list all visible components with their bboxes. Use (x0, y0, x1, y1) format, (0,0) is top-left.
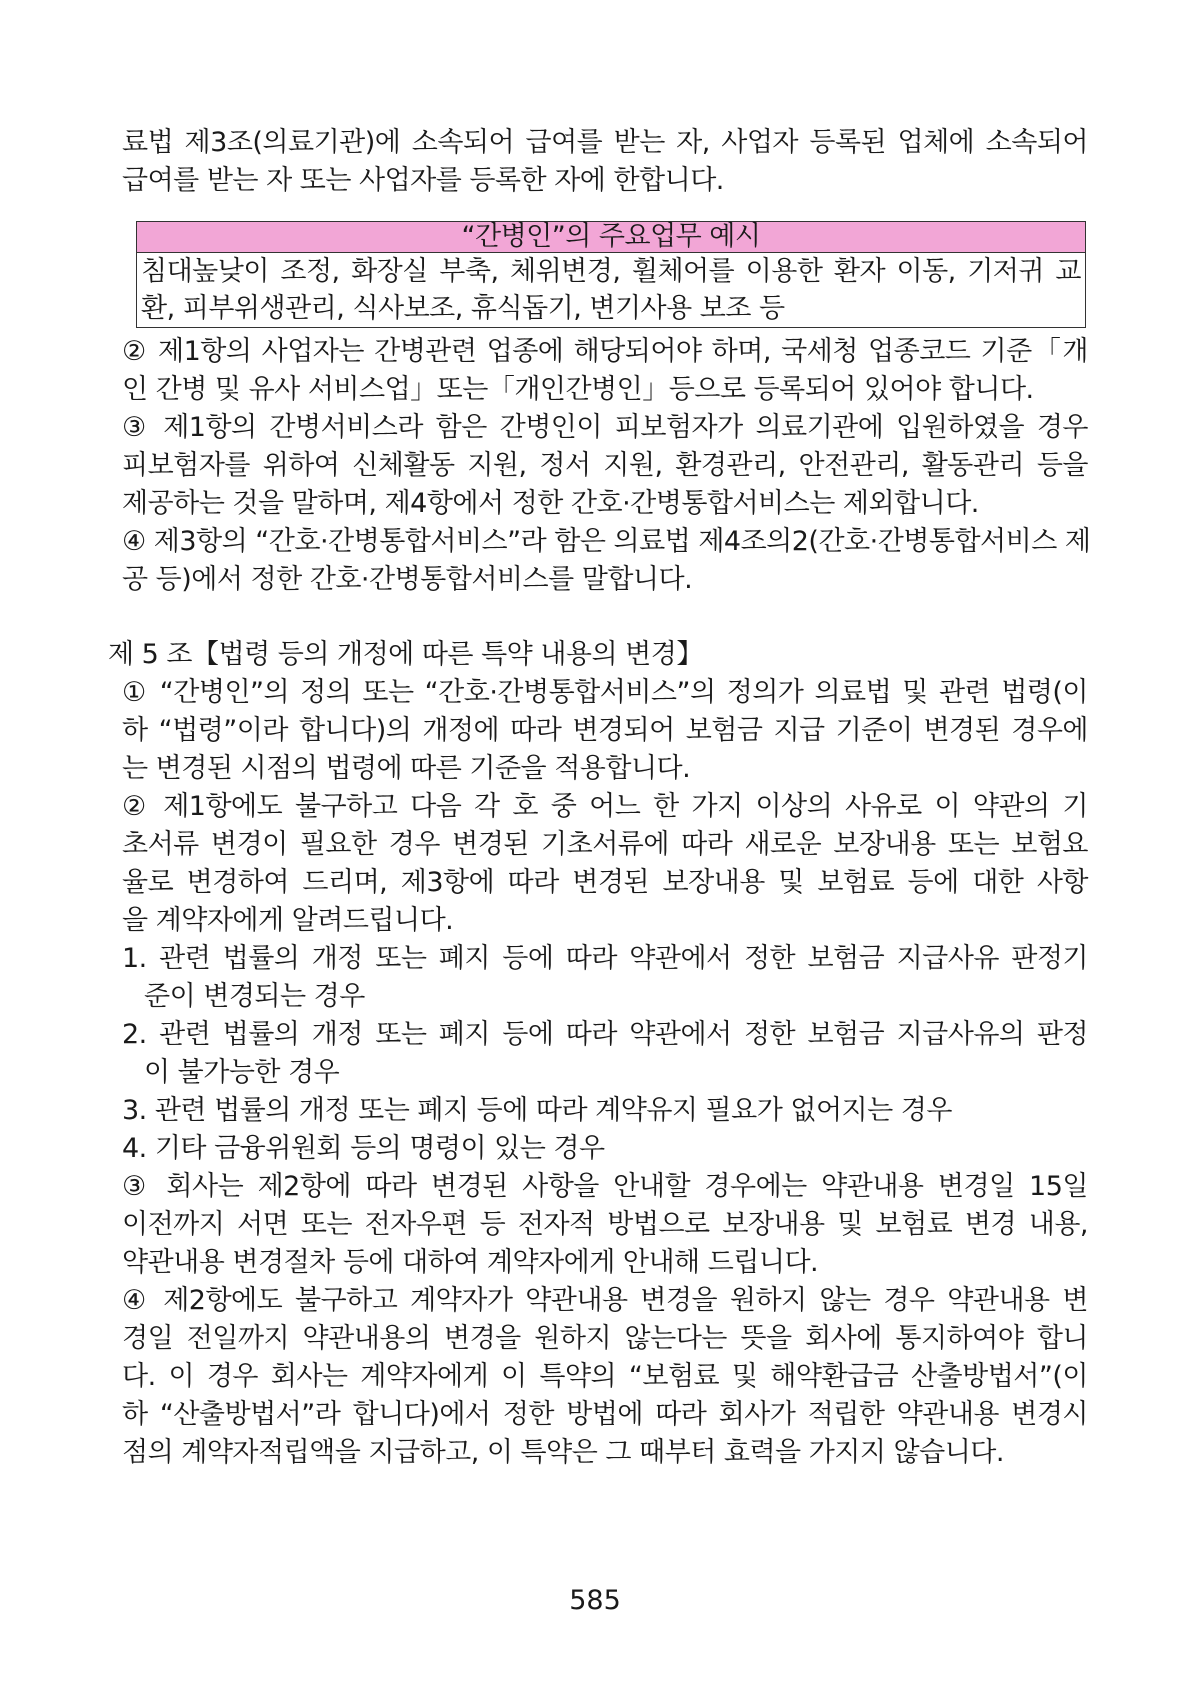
text-line: ② 제1항의 사업자는 간병관련 업종에 해당되어야 하며, 국세청 업종코드 기준「개 (122, 336, 1088, 367)
list-item: 3. 관련 법률의 개정 또는 폐지 등에 따라 계약유지 필요가 없어지는 경우 (122, 1095, 952, 1126)
text-line: 는 변경된 시점의 법령에 따른 기준을 적용합니다. (122, 753, 691, 784)
list-item-continuation: 이 불가능한 경우 (144, 1057, 340, 1088)
text-line: 점의 계약자적립액을 지급하고, 이 특약은 그 때부터 효력을 가지지 않습니다. (122, 1437, 1004, 1468)
text-line: 하 “산출방법서”라 합니다)에서 정한 방법에 따라 회사가 적립한 약관내용 변경시 (122, 1399, 1088, 1430)
text-line: 을 계약자에게 알려드립니다. (122, 905, 454, 936)
text-line: ③ 제1항의 간병서비스라 함은 간병인이 피보험자가 의료기관에 입원하였을 경우 (122, 412, 1088, 443)
text-line: 하 “법령”이라 합니다)의 개정에 따라 변경되어 보험금 지급 기준이 변경된 경우에 (122, 715, 1088, 746)
article4-paragraphs (122, 333, 1091, 599)
list-item-continuation: 준이 변경되는 경우 (144, 981, 365, 1012)
text-line: ② 제1항에도 불구하고 다음 각 호 중 어느 한 가지 이상의 사유로 이 약관의 기 (122, 791, 1088, 822)
text-line: ④ 제3항의 “간호·간병통합서비스”라 함은 의료법 제4조의2(간호·간병통합서비스 제 (122, 526, 1091, 557)
text-line: ④ 제2항에도 불구하고 계약자가 약관내용 변경을 원하지 않는 경우 약관내용 변 (122, 1285, 1088, 1316)
text-line: 율로 변경하여 드리며, 제3항에 따라 변경된 보장내용 및 보험료 등에 대한 사항 (122, 867, 1088, 898)
caregiver-duties-example-box (136, 221, 1086, 328)
intro-paragraph (122, 124, 1088, 200)
list-item: 2. 관련 법률의 개정 또는 폐지 등에 따라 약관에서 정한 보험금 지급사유의 판정 (122, 1019, 1088, 1050)
text-line: 피보험자를 위하여 신체활동 지원, 정서 지원, 환경관리, 안전관리, 활동관리 등을 (122, 450, 1088, 481)
text-line: 침대높낮이 조정, 화장실 부축, 체위변경, 휠체어를 이용한 환자 이동, 기저귀 교 (141, 256, 1081, 287)
text-line: 공 등)에서 정한 간호·간병통합서비스를 말합니다. (122, 564, 693, 595)
text-line: 인 간병 및 유사 서비스업」또는「개인간병인」등으로 등록되어 있어야 합니다. (122, 374, 1034, 405)
text-line: 약관내용 변경절차 등에 대하여 계약자에게 안내해 드립니다. (122, 1247, 819, 1278)
article5-title: 제 5 조【법령 등의 개정에 따른 특약 내용의 변경】 (108, 639, 703, 670)
text-line: 급여를 받는 자 또는 사업자를 등록한 자에 한합니다. (122, 165, 724, 196)
text-line: 경일 전일까지 약관내용의 변경을 원하지 않는다는 뜻을 회사에 통지하여야 합니 (122, 1323, 1088, 1354)
text-line: 다. 이 경우 회사는 계약자에게 이 특약의 “보험료 및 해약환급금 산출방법서”(이 (122, 1361, 1088, 1392)
text-line: 료법 제3조(의료기관)에 소속되어 급여를 받는 자, 사업자 등록된 업체에 소속되어 (122, 127, 1088, 158)
text-line: 환, 피부위생관리, 식사보조, 휴식돕기, 변기사용 보조 등 (141, 293, 785, 324)
text-line: 제공하는 것을 말하며, 제4항에서 정한 간호·간병통합서비스는 제외합니다. (122, 488, 979, 519)
list-item: 4. 기타 금융위원회 등의 명령이 있는 경우 (122, 1133, 605, 1164)
text-line: ① “간병인”의 정의 또는 “간호·간병통합서비스”의 정의가 의료법 및 관련 법령(이 (122, 677, 1088, 708)
text-line: 초서류 변경이 필요한 경우 변경된 기초서류에 따라 새로운 보장내용 또는 보험요 (122, 829, 1088, 860)
page-number: 585 (569, 1585, 621, 1616)
article5-body (122, 674, 1088, 1472)
text-line: ③ 회사는 제2항에 따라 변경된 사항을 안내할 경우에는 약관내용 변경일 15일 (122, 1171, 1088, 1202)
list-item: 1. 관련 법률의 개정 또는 폐지 등에 따라 약관에서 정한 보험금 지급사유 판정기 (122, 943, 1088, 974)
example-box-header: “간병인”의 주요업무 예시 (137, 222, 1085, 253)
example-box-body (137, 253, 1085, 327)
text-line: 이전까지 서면 또는 전자우편 등 전자적 방법으로 보장내용 및 보험료 변경 내용, (122, 1209, 1088, 1240)
